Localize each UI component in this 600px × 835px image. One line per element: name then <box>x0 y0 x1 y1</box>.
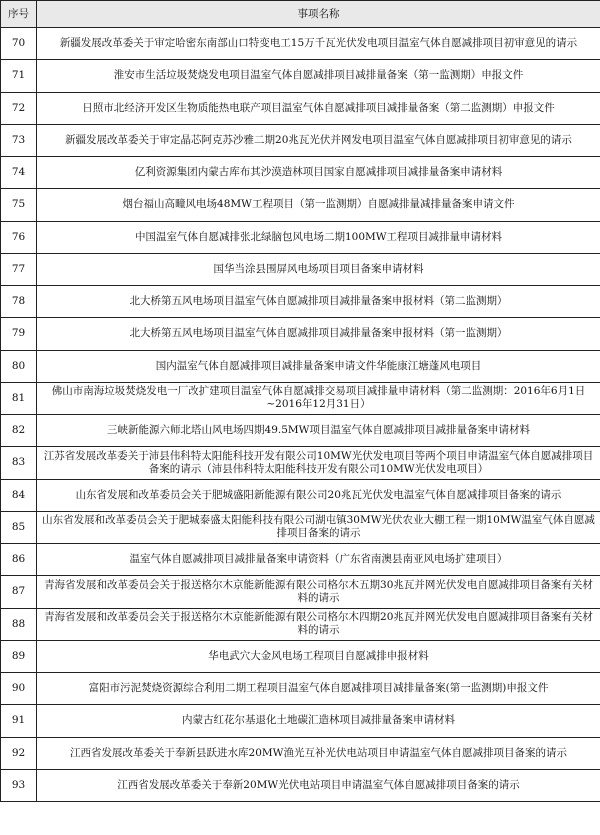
item-name: 江苏省发展改革委关于沛县伟科特太阳能科技开发有限公司10MW光伏发电项目等两个项目申请温室气体自愿减排项目备案的请示（沛县伟科特太阳能科技开发有限公司10MW光伏发电项目） <box>37 447 600 479</box>
table-row <box>1 673 600 705</box>
row-number: 72 <box>1 92 37 124</box>
table-row <box>1 447 600 479</box>
row-number: 75 <box>1 189 37 221</box>
item-name: 山东省发展和改革委员会关于肥城盛阳新能源有限公司20兆瓦光伏发电温室气体自愿减排项目备案的请示 <box>37 479 600 511</box>
row-number: 88 <box>1 608 37 640</box>
row-number: 79 <box>1 318 37 350</box>
row-number: 81 <box>1 382 37 414</box>
item-name: 中国温室气体自愿减排张北绿脑包风电场二期100MW工程项目减排量申请材料 <box>37 221 600 253</box>
item-name: 佛山市南海垃圾焚烧发电一厂改扩建项目温室气体自愿减排交易项目减排量申请材料（第二监测期：2016年6月1日~2016年12月31日） <box>37 382 600 414</box>
item-name: 青海省发展和改革委员会关于报送格尔木京能新能源有限公司格尔木五期30兆瓦并网光伏发电自愿减排项目备案有关材料的请示 <box>37 576 600 608</box>
row-number: 91 <box>1 705 37 737</box>
table-row <box>1 221 600 253</box>
table-row <box>1 350 600 382</box>
row-number: 89 <box>1 640 37 672</box>
table-row <box>1 157 600 189</box>
item-name: 日照市北经济开发区生物质能热电联产项目温室气体自愿减排项目减排量备案（第二监测期）申报文件 <box>37 92 600 124</box>
item-name: 新疆发展改革委关于审定晶芯阿克苏沙雅二期20兆瓦光伏并网发电项目温室气体自愿减排项目初审意见的请示 <box>37 124 600 156</box>
table-row <box>1 511 600 543</box>
table-row <box>1 608 600 640</box>
table-row <box>1 189 600 221</box>
item-name: 内蒙古红花尔基退化土地碳汇造林项目减排量备案申请材料 <box>37 705 600 737</box>
row-number: 77 <box>1 253 37 285</box>
row-number: 93 <box>1 769 37 801</box>
item-name: 青海省发展和改革委员会关于报送格尔木京能新能源有限公司格尔木四期20兆瓦并网光伏发电自愿减排项目备案有关材料的请示 <box>37 608 600 640</box>
row-number: 70 <box>1 28 37 60</box>
row-number: 82 <box>1 415 37 447</box>
item-name: 江西省发展改革委关于奉新县跃进水库20MW渔光互补光伏电站项目申请温室气体自愿减排项目备案的请示 <box>37 737 600 769</box>
row-number: 87 <box>1 576 37 608</box>
row-number: 84 <box>1 479 37 511</box>
item-name: 温室气体自愿减排项目减排量备案申请资料（广东省南澳县南亚风电场扩建项目） <box>37 544 600 576</box>
item-name: 国华当涂县围屏风电场项目项目备案申请材料 <box>37 253 600 285</box>
table-row <box>1 737 600 769</box>
row-number: 86 <box>1 544 37 576</box>
item-name: 山东省发展和改革委员会关于肥城泰盛太阳能科技有限公司湖屯镇30MW光伏农业大棚工程一期10MW温室气体自愿减排项目备案的请示 <box>37 511 600 543</box>
item-name: 新疆发展改革委关于审定哈密东南部山口特变电工15万千瓦光伏发电项目温室气体自愿减排项目初审意见的请示 <box>37 28 600 60</box>
column-header-name: 事项名称 <box>37 1 600 28</box>
table-row <box>1 640 600 672</box>
row-number: 83 <box>1 447 37 479</box>
table-row <box>1 576 600 608</box>
row-number: 85 <box>1 511 37 543</box>
table-row <box>1 60 600 92</box>
row-number: 78 <box>1 286 37 318</box>
item-name: 华电武穴大金风电场工程项目自愿减排申报材料 <box>37 640 600 672</box>
table-row <box>1 544 600 576</box>
item-name: 北大桥第五风电场项目温室气体自愿减排项目减排量备案申报材料（第一监测期） <box>37 318 600 350</box>
table-body <box>1 28 600 802</box>
table-row <box>1 28 600 60</box>
table-row <box>1 286 600 318</box>
item-name: 三峡新能源六师北塔山风电场四期49.5MW项目温室气体自愿减排项目减排量备案申请材料 <box>37 415 600 447</box>
table-row <box>1 92 600 124</box>
table-row <box>1 382 600 414</box>
item-name: 烟台福山高疃风电场48MW工程项目（第一监测期）自愿减排量减排量备案申请文件 <box>37 189 600 221</box>
table-row <box>1 479 600 511</box>
item-name: 北大桥第五风电场项目温室气体自愿减排项目减排量备案申报材料（第二监测期） <box>37 286 600 318</box>
row-number: 73 <box>1 124 37 156</box>
table-row <box>1 124 600 156</box>
row-number: 90 <box>1 673 37 705</box>
item-name: 富阳市污泥焚烧资源综合利用二期工程项目温室气体自愿减排项目减排量备案(第一监测期)申报文件 <box>37 673 600 705</box>
item-name: 江西省发展改革委关于奉新20MW光伏电站项目申请温室气体自愿减排项目备案的请示 <box>37 769 600 801</box>
item-name: 淮安市生活垃圾焚烧发电项目温室气体自愿减排项目减排量备案（第一监测期）申报文件 <box>37 60 600 92</box>
table-row <box>1 705 600 737</box>
item-name: 亿利资源集团内蒙古库布其沙漠造林项目国家自愿减排项目减排量备案申请材料 <box>37 157 600 189</box>
table-row <box>1 415 600 447</box>
row-number: 92 <box>1 737 37 769</box>
item-name: 国内温室气体自愿减排项目减排量备案申请文件华能康江塘蓬风电项目 <box>37 350 600 382</box>
table-row <box>1 769 600 801</box>
row-number: 74 <box>1 157 37 189</box>
table-row <box>1 253 600 285</box>
header-row <box>1 1 600 28</box>
row-number: 76 <box>1 221 37 253</box>
row-number: 80 <box>1 350 37 382</box>
row-number: 71 <box>1 60 37 92</box>
table-row <box>1 318 600 350</box>
column-header-index: 序号 <box>1 1 37 28</box>
